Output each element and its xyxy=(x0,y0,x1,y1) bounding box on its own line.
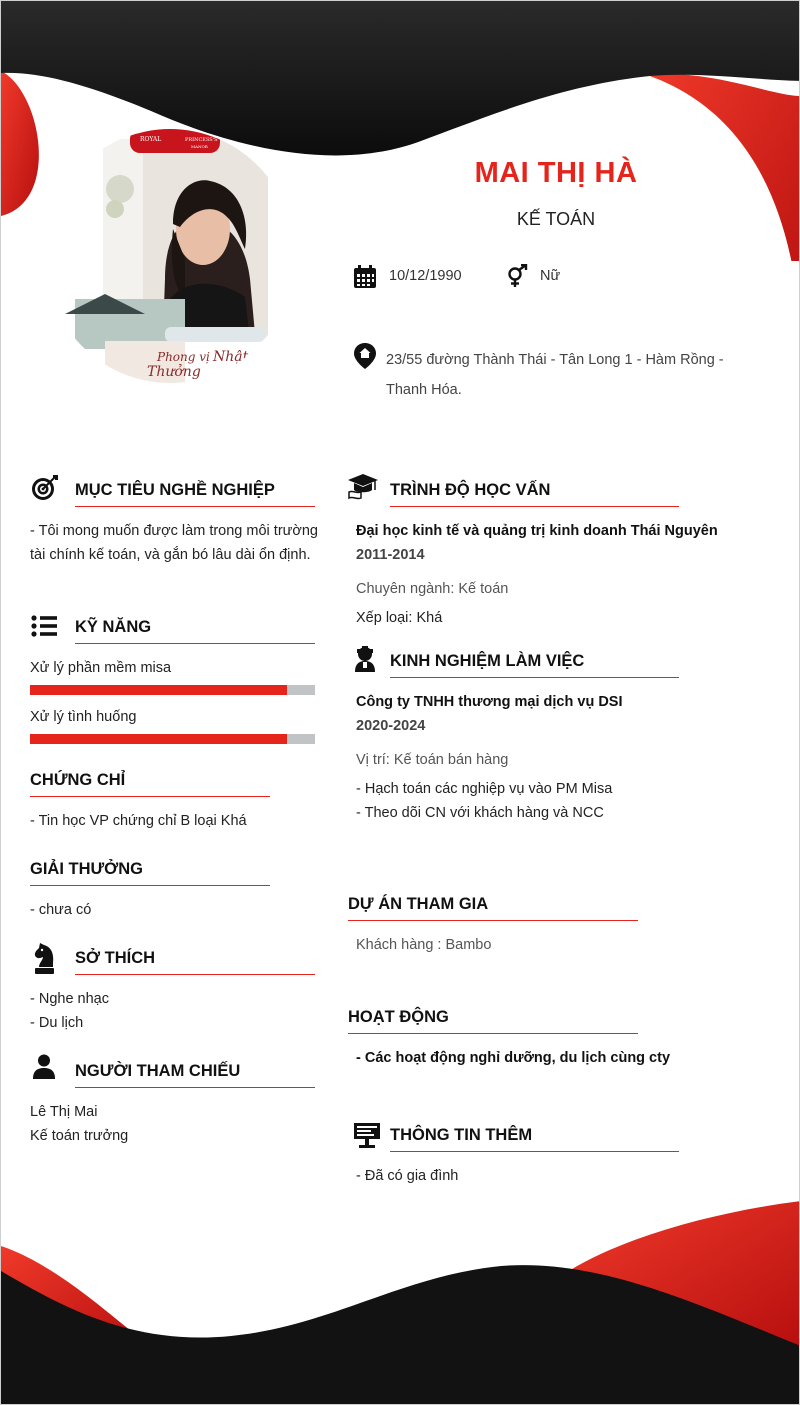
experience-title: KINH NGHIỆM LÀM VIỆC xyxy=(390,652,585,670)
person-icon xyxy=(32,1054,56,1080)
profile-photo-illustration xyxy=(45,129,295,383)
skill-level-fill xyxy=(30,734,287,744)
footer-wave-decoration xyxy=(1,1196,800,1405)
education-major: Chuyên ngành: Kế toán xyxy=(356,581,509,597)
reference-title: NGƯỜI THAM CHIẾU xyxy=(75,1062,241,1080)
education-divider xyxy=(390,506,679,507)
certificates-title: CHỨNG CHỈ xyxy=(30,771,126,789)
reference-divider xyxy=(75,1087,315,1088)
education-school: Đại học kinh tế và quảng trị kinh doanh Thái Nguyên xyxy=(356,523,718,539)
projects-divider xyxy=(348,920,638,921)
objective-text: - Tôi mong muốn được làm trong môi trường tài chính kế toán, và gắn bó lâu dài ổn định. xyxy=(30,523,318,563)
projects-text: Khách hàng : Bambo xyxy=(356,937,492,953)
experience-position: Vị trí: Kế toán bán hàng xyxy=(356,752,509,768)
more-info-title: THÔNG TIN THÊM xyxy=(390,1126,533,1144)
location-pin-icon xyxy=(353,342,377,370)
skill-level-bar xyxy=(30,734,315,744)
skill-label: Xử lý phần mềm misa xyxy=(30,660,172,676)
certificates-text: - Tin học VP chứng chỉ B loại Khá xyxy=(30,813,247,829)
birthday-text: 10/12/1990 xyxy=(389,268,462,284)
activities-divider xyxy=(348,1033,638,1034)
info-board-icon xyxy=(353,1121,381,1149)
photo-caption-text: Phong vị xyxy=(157,350,210,364)
photo-caption-text: Nhật xyxy=(213,349,249,365)
reference-role: Kế toán trưởng xyxy=(30,1128,129,1144)
hobbies-divider xyxy=(75,974,315,975)
skill-level-bar xyxy=(30,685,315,695)
certificates-divider xyxy=(30,796,270,797)
list-icon xyxy=(30,614,58,642)
gender-text: Nữ xyxy=(540,268,561,284)
photo-caption-text: Thưởng xyxy=(147,364,201,380)
skill-level-fill xyxy=(30,685,287,695)
photo-logo-text: ROYAL xyxy=(140,136,162,143)
chess-knight-icon xyxy=(31,941,57,975)
candidate-name: MAI THỊ HÀ xyxy=(474,157,638,189)
reference-name: Lê Thị Mai xyxy=(30,1104,98,1120)
candidate-job-title: KẾ TOÁN xyxy=(516,209,596,229)
hobbies-title: SỞ THÍCH xyxy=(75,949,156,967)
more-info-divider xyxy=(390,1151,679,1152)
experience-years: 2020-2024 xyxy=(356,718,426,734)
experience-duty: - Hạch toán các nghiệp vụ vào PM Misa xyxy=(356,781,613,797)
objective-title: MỤC TIÊU NGHỀ NGHIỆP xyxy=(75,481,275,499)
skill-label: Xử lý tình huống xyxy=(30,709,137,725)
experience-company: Công ty TNHH thương mại dịch vụ DSI xyxy=(356,694,623,710)
education-years: 2011-2014 xyxy=(356,547,425,563)
activities-title: HOẠT ĐỘNG xyxy=(348,1008,449,1026)
briefcase-user-icon xyxy=(353,645,377,673)
objective-divider xyxy=(75,506,315,507)
projects-title: DỰ ÁN THAM GIA xyxy=(348,895,489,913)
profile-photo xyxy=(45,129,295,383)
hobby-item: - Nghe nhạc xyxy=(30,991,109,1007)
activities-text: - Các hoạt động nghỉ dưỡng, du lịch cùng cty xyxy=(356,1050,671,1066)
photo-logo-text: PRINCESS'S xyxy=(185,137,218,143)
graduation-cap-icon xyxy=(347,472,379,500)
more-info-text: - Đã có gia đình xyxy=(356,1168,459,1184)
skills-divider xyxy=(75,643,315,644)
target-icon xyxy=(31,474,59,502)
hobby-item: - Du lịch xyxy=(30,1015,84,1031)
education-title: TRÌNH ĐỘ HỌC VẤN xyxy=(390,481,551,499)
experience-duty: - Theo dõi CN với khách hàng và NCC xyxy=(356,805,604,821)
calendar-icon xyxy=(353,265,377,289)
awards-title: GIẢI THƯỞNG xyxy=(30,860,144,878)
awards-text: - chưa có xyxy=(30,902,92,918)
skills-title: KỸ NĂNG xyxy=(75,618,152,636)
photo-logo-text: MANOR xyxy=(191,144,208,149)
experience-divider xyxy=(390,677,679,678)
education-rank: Xếp loại: Khá xyxy=(356,610,443,626)
gender-icon xyxy=(505,264,529,288)
address-text: 23/55 đường Thành Thái - Tân Long 1 - Hàm Rồng - Thanh Hóa. xyxy=(386,352,724,398)
awards-divider xyxy=(30,885,270,886)
